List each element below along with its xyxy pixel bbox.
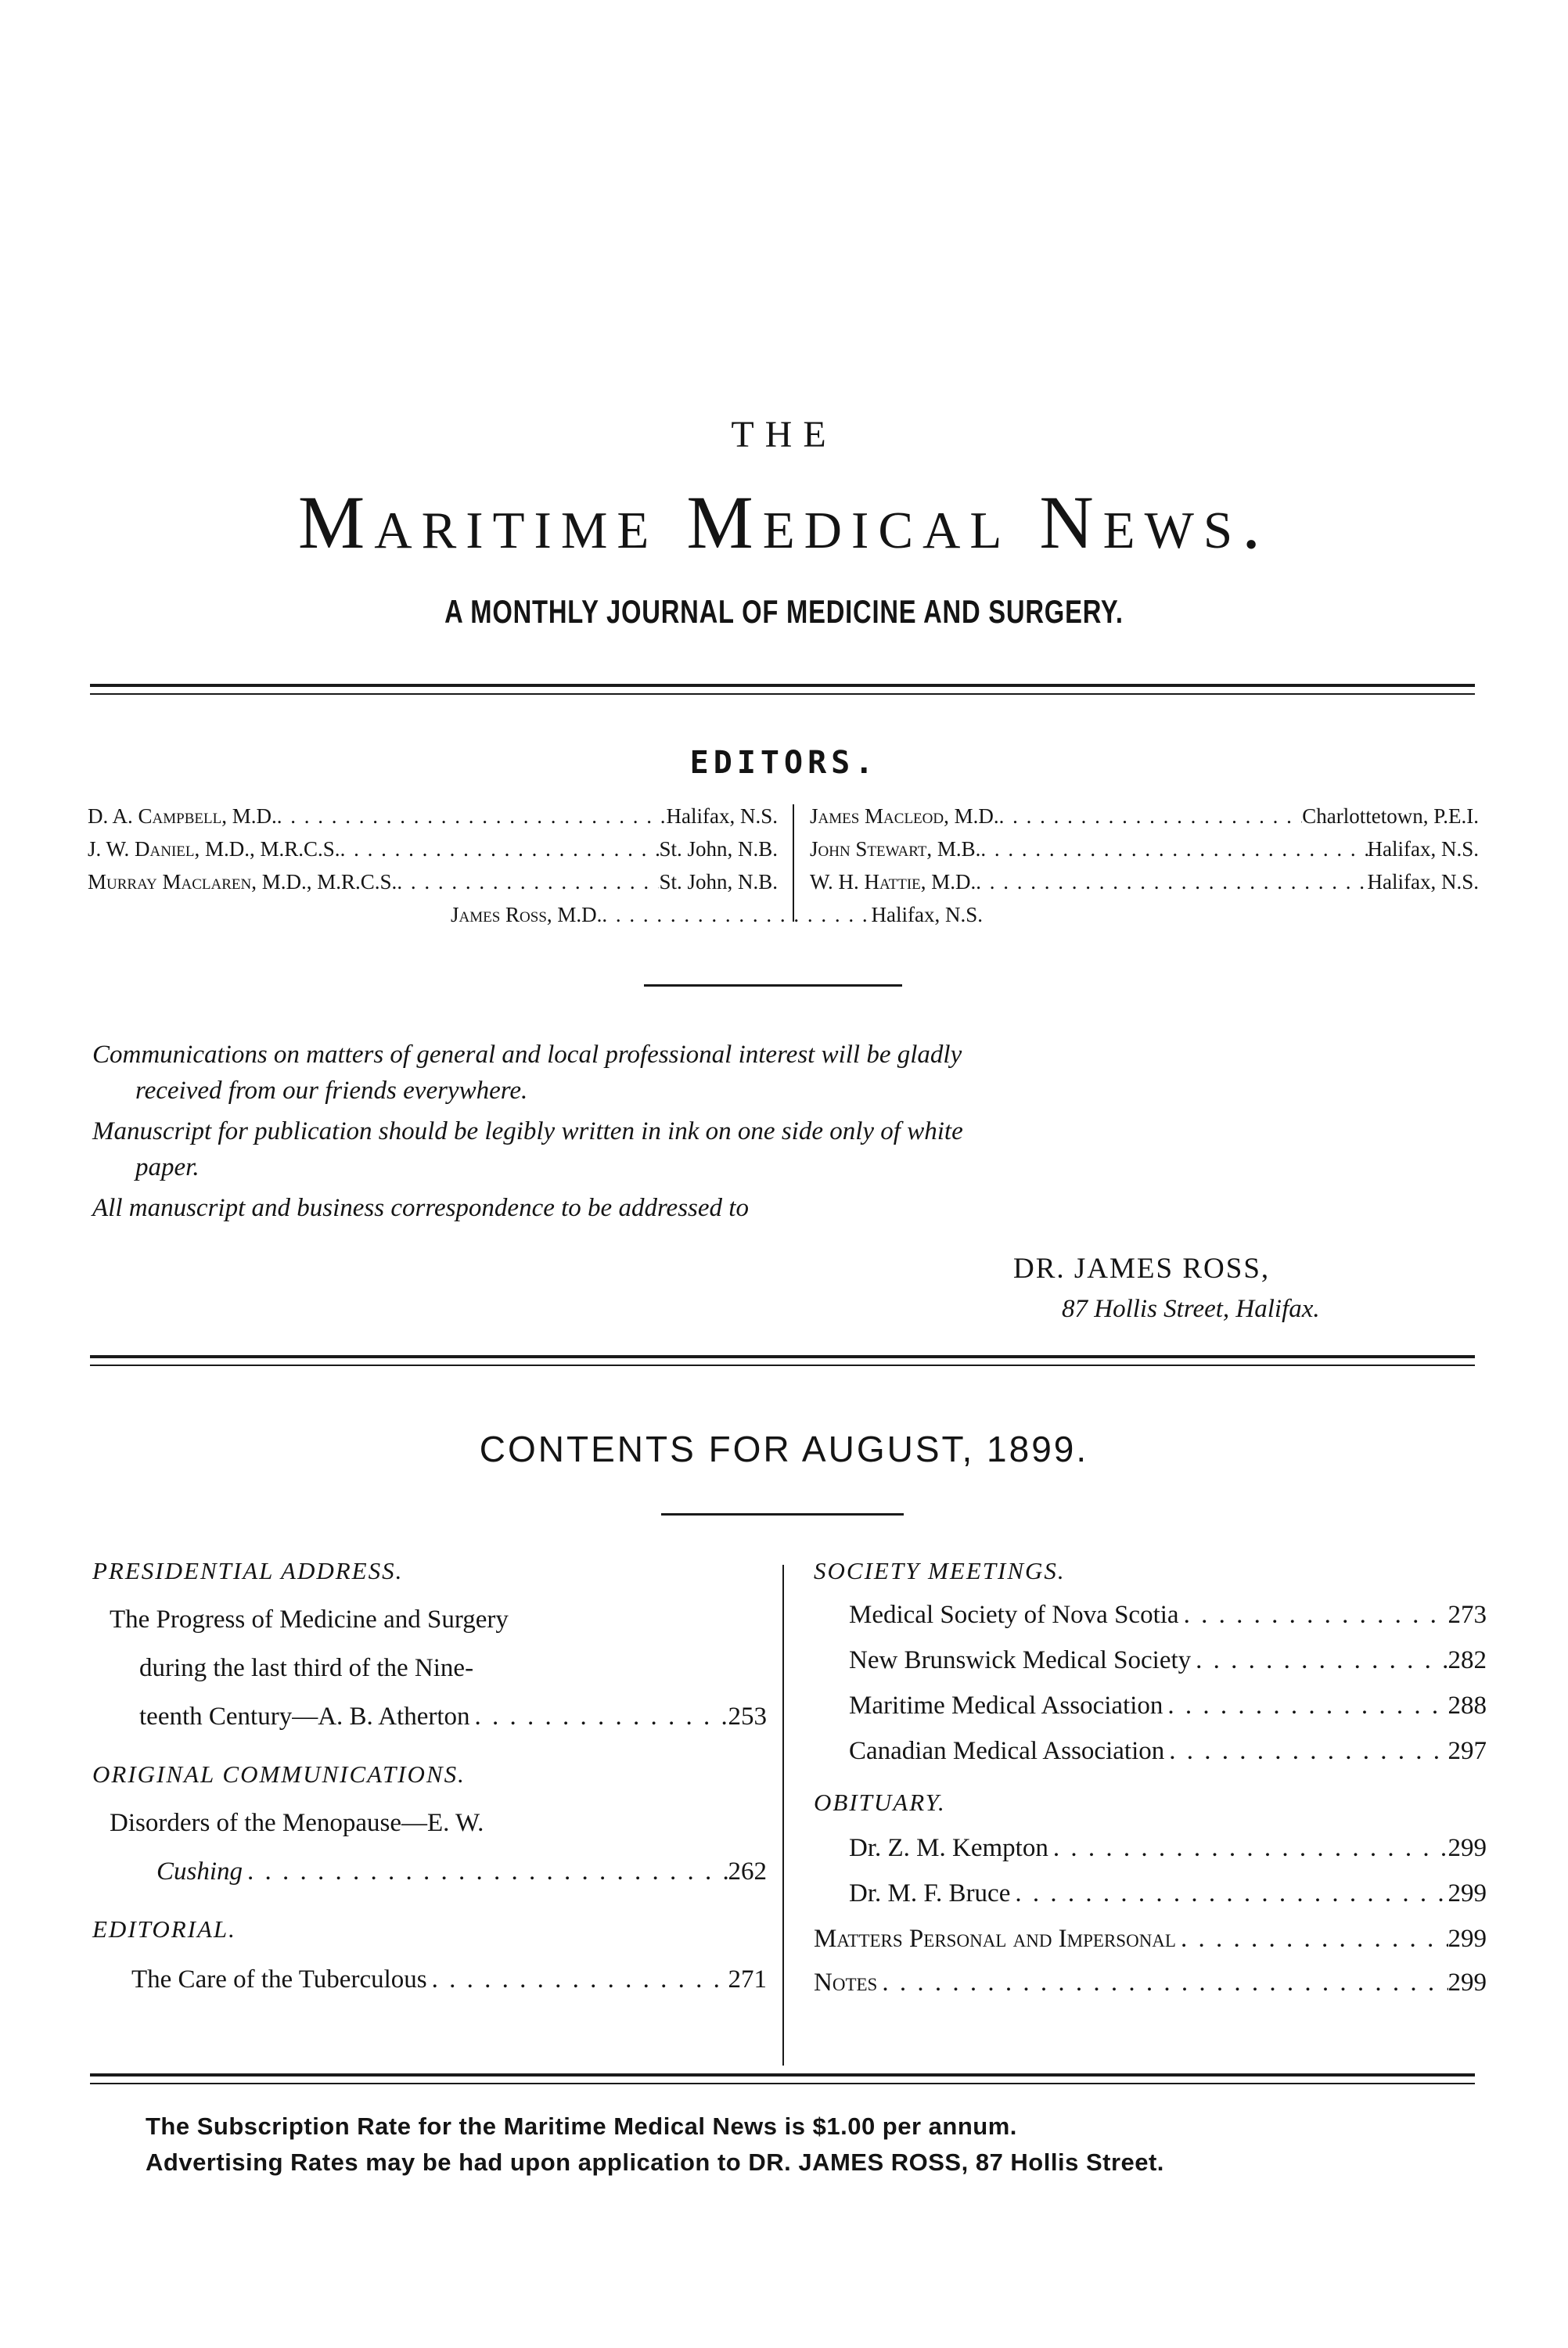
- footer-rule-top: [90, 2073, 1475, 2077]
- editor-left-1: [88, 804, 778, 829]
- page-number: 262: [728, 1857, 767, 1886]
- editor-name: John Stewart, M.B.: [810, 837, 981, 861]
- editor-name: D. A. Campbell, M.D.: [88, 804, 277, 828]
- toc-entry-society-4: Canadian Medical Association . . . 297: [849, 1737, 1487, 1766]
- masthead-rule-top: [90, 684, 1475, 687]
- page-number: 297: [1448, 1737, 1487, 1765]
- editor-place: St. John, N.B.: [659, 870, 778, 894]
- editor-right-1: [810, 804, 1479, 829]
- masthead-the: THE: [731, 414, 837, 455]
- page-number: 253: [728, 1703, 767, 1731]
- section-presidential-address: PRESIDENTIAL ADDRESS.: [92, 1557, 404, 1584]
- address-street: 87 Hollis Street, Halifax.: [1062, 1295, 1320, 1323]
- toc-entry-editorial: The Care of the Tuberculous . . . 271: [131, 1965, 767, 1994]
- editor-bottom: [451, 903, 983, 927]
- notice-manuscript-cont: paper.: [135, 1153, 200, 1181]
- page-number: 273: [1448, 1601, 1487, 1629]
- toc-entry-line: during the last third of the Nine-: [139, 1654, 474, 1682]
- editor-left-2: [88, 837, 778, 861]
- editors-short-rule: [644, 984, 902, 987]
- journal-title: Maritime Medical News.: [297, 480, 1271, 564]
- contents-short-rule: [661, 1513, 904, 1516]
- toc-entry-society-3: Maritime Medical Association . . . 288: [849, 1692, 1487, 1721]
- section-society-meetings: SOCIETY MEETINGS.: [814, 1557, 1066, 1584]
- editor-place: Charlottetown, P.E.I.: [1302, 804, 1479, 828]
- section-obituary: OBITUARY.: [814, 1789, 946, 1816]
- editor-name: James Ross, M.D.: [451, 903, 602, 926]
- editor-place: Halifax, N.S.: [1367, 837, 1479, 861]
- editor-place: Halifax, N.S.: [871, 903, 983, 926]
- notice-communications-cont: received from our friends everywhere.: [135, 1077, 528, 1105]
- editor-right-2: [810, 837, 1479, 861]
- journal-subtitle: A MONTHLY JOURNAL OF MEDICINE AND SURGERY.: [444, 593, 1124, 630]
- footer-advertising: Advertising Rates may be had upon application to DR. JAMES ROSS, 87 Hollis Street.: [146, 2148, 1164, 2176]
- editor-right-3: [810, 870, 1479, 894]
- page-number: 288: [1448, 1692, 1487, 1720]
- toc-entry-matters: Matters Personal and Impersonal . . . 299: [814, 1925, 1487, 1954]
- editors-heading: EDITORS.: [689, 745, 879, 781]
- toc-entry-notes: Notes . . . 299: [814, 1969, 1487, 1997]
- editor-name: Murray Maclaren, M.D., M.R.C.S.: [88, 870, 397, 894]
- editor-name: James Macleod, M.D.: [810, 804, 999, 828]
- masthead-rule-bottom: [90, 693, 1475, 695]
- address-name: DR. JAMES ROSS,: [1013, 1253, 1271, 1285]
- notice-correspondence: All manuscript and business correspondence to be addressed to: [92, 1194, 749, 1222]
- toc-entry-line: Disorders of the Menopause—E. W.: [110, 1809, 484, 1837]
- contents-column-divider: [782, 1565, 784, 2066]
- contents-title: CONTENTS FOR AUGUST, 1899.: [479, 1429, 1089, 1469]
- notice-manuscript: Manuscript for publication should be legibly written in ink on one side only of white: [92, 1117, 963, 1145]
- editor-place: Halifax, N.S.: [1367, 870, 1479, 894]
- page-number: 299: [1448, 1879, 1487, 1908]
- toc-entry-presidential: teenth Century—A. B. Atherton . . . 253: [139, 1703, 767, 1731]
- page-number: 299: [1448, 1834, 1487, 1862]
- editor-place: Halifax, N.S.: [666, 804, 778, 828]
- editor-place: St. John, N.B.: [659, 837, 778, 861]
- section-editorial: EDITORIAL.: [92, 1915, 236, 1943]
- toc-entry-line: The Progress of Medicine and Surgery: [110, 1605, 509, 1634]
- page-number: 282: [1448, 1646, 1487, 1674]
- notice-communications: Communications on matters of general and local professional interest will be gladly: [92, 1041, 962, 1069]
- toc-entry-obituary-1: Dr. Z. M. Kempton . . . 299: [849, 1834, 1487, 1863]
- toc-entry-society-1: Medical Society of Nova Scotia . . . 273: [849, 1601, 1487, 1630]
- footer-rule-bottom: [90, 2083, 1475, 2084]
- page-number: 299: [1448, 1925, 1487, 1953]
- toc-entry-society-2: New Brunswick Medical Society . . . 282: [849, 1646, 1487, 1675]
- page-number: 299: [1448, 1969, 1487, 1997]
- contents-rule-top: [90, 1355, 1475, 1358]
- page-number: 271: [728, 1965, 767, 1994]
- contents-rule-bottom: [90, 1365, 1475, 1366]
- toc-entry-original: Cushing . . . 262: [156, 1857, 767, 1886]
- editor-name: J. W. Daniel, M.D., M.R.C.S.: [88, 837, 340, 861]
- section-original-communications: ORIGINAL COMMUNICATIONS.: [92, 1760, 466, 1788]
- editor-name: W. H. Hattie, M.D.: [810, 870, 976, 894]
- toc-entry-obituary-2: Dr. M. F. Bruce . . . 299: [849, 1879, 1487, 1908]
- footer-subscription: The Subscription Rate for the Maritime Medical News is $1.00 per annum.: [146, 2112, 1017, 2140]
- editor-left-3: [88, 870, 778, 894]
